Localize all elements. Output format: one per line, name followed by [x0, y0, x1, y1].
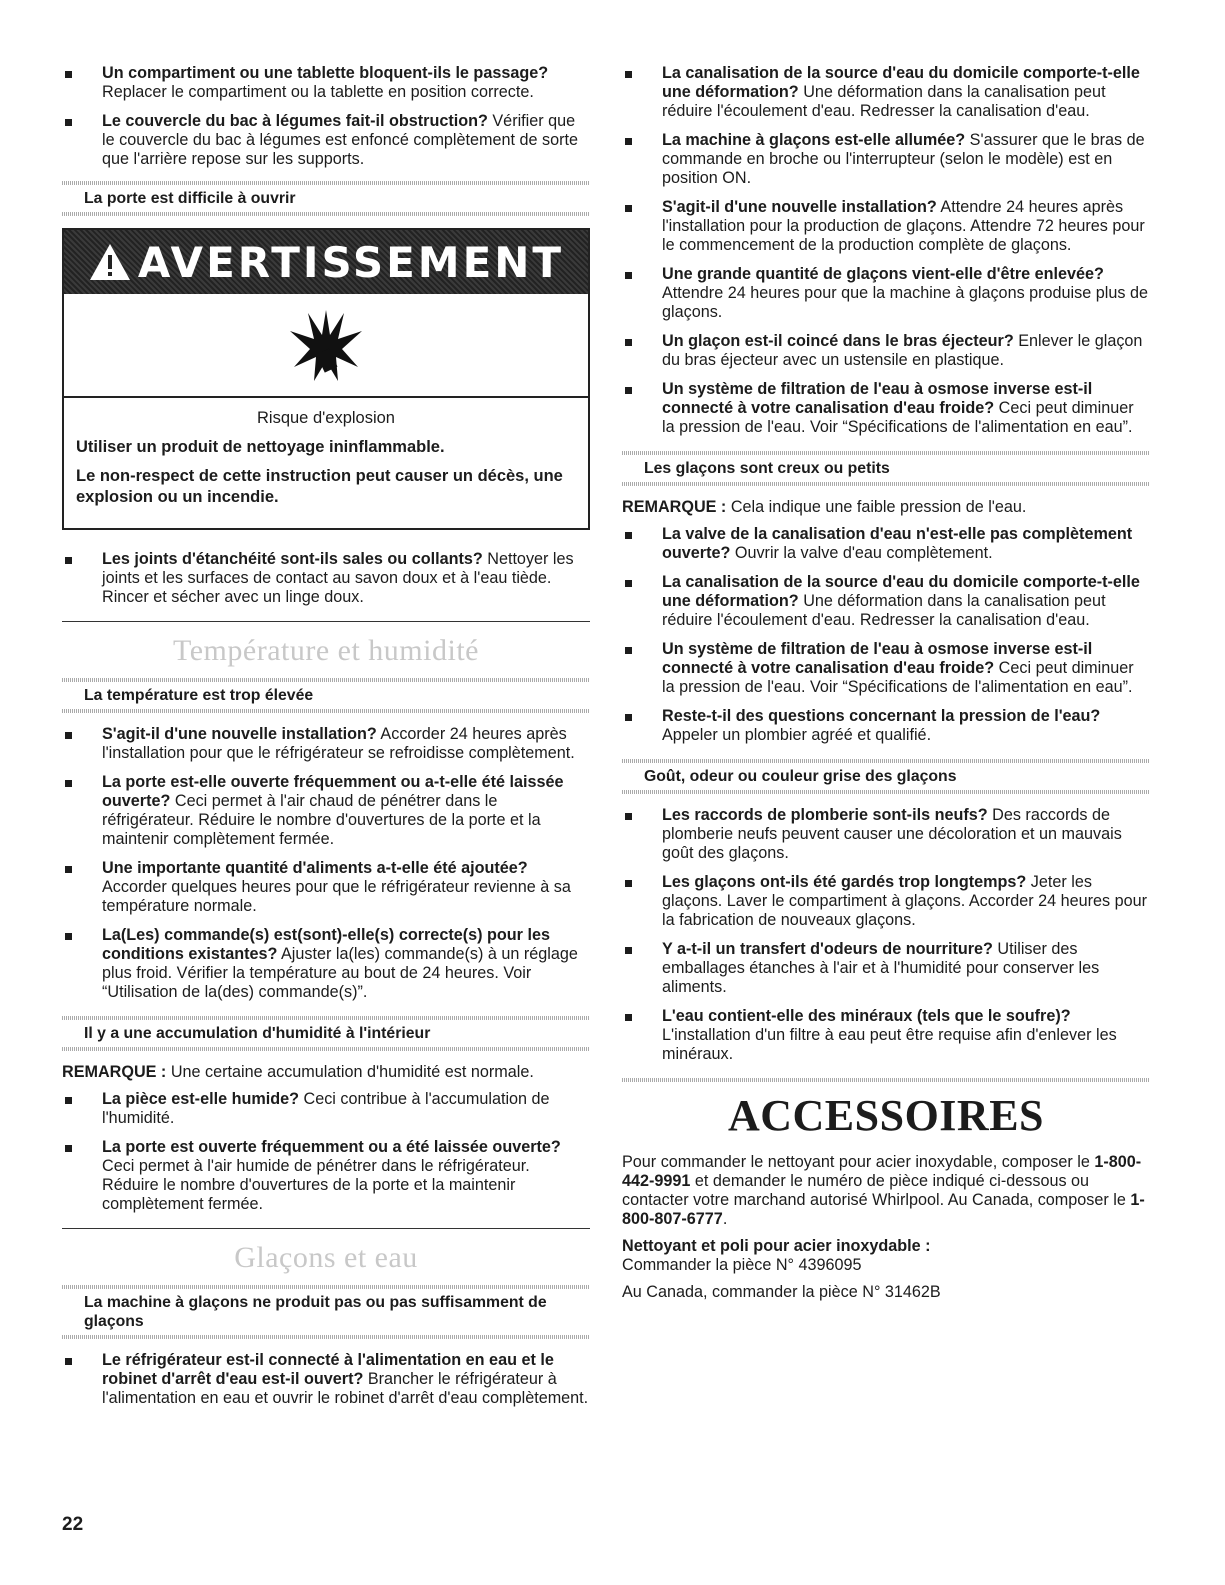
list-item: Les glaçons ont-ils été gardés trop longtemps? Jeter les glaçons. Laver le compartiment à glaçons. Accorder 24 heures pour la fabrication de nouveaux glaçons.	[622, 873, 1150, 930]
subheading-taste: Goût, odeur ou couleur grise des glaçons	[622, 759, 1150, 794]
list-item: Un système de filtration de l'eau à osmose inverse est-il connecté à votre canalisation d'eau froide? Ceci peut diminuer la pression de l'eau. Voir “Spécifications de l'alimentation en eau”.	[622, 640, 1150, 697]
list-item: Un compartiment ou une tablette bloquent-ils le passage? Replacer le compartiment ou la tablette en position correcte.	[62, 64, 590, 102]
warning-body	[64, 398, 588, 528]
right-column	[622, 64, 1150, 1310]
list-item: La porte est-elle ouverte fréquemment ou a-t-elle été laissée ouverte? Ceci permet à l'air chaud de pénétrer dans le réfrigérateur. Réduire le nombre d'ouvertures de la porte et la maintenir complètement fermée.	[62, 773, 590, 849]
list-item: S'agit-il d'une nouvelle installation? Attendre 24 heures après l'installation pour la production de glaçons. Attendre 72 heures pour le commencement de la production complète de glaçons.	[622, 198, 1150, 255]
left-column	[62, 64, 590, 1418]
list-item: S'agit-il d'une nouvelle installation? Accorder 24 heures après l'installation pour que le réfrigérateur se refroidisse complètement.	[62, 725, 590, 763]
list-item: Un glaçon est-il coincé dans le bras éjecteur? Enlever le glaçon du bras éjecteur avec un ustensile en plastique.	[622, 332, 1150, 370]
list-item: La canalisation de la source d'eau du domicile comporte-t-elle une déformation? Une déformation dans la canalisation peut réduire l'écoulement d'eau. Redresser la canalisation d'eau.	[622, 573, 1150, 630]
subheading-hollow: Les glaçons sont creux ou petits	[622, 451, 1150, 486]
list-item: La valve de la canalisation d'eau n'est-elle pas complètement ouverte? Ouvrir la valve d'eau complètement.	[622, 525, 1150, 563]
list-item: La(Les) commande(s) est(sont)-elle(s) correcte(s) pour les conditions existantes? Ajuster la(les) commande(s) à un réglage plus froid. Vérifier la température au bout de 24 heures. Voir “Utilisation de la(des) commande(s)”.	[62, 926, 590, 1002]
list-item: Le couvercle du bac à légumes fait-il obstruction? Vérifier que le couvercle du bac à légumes est enfoncé complètement de sorte que l'arrière repose sur les supports.	[62, 112, 590, 169]
warning-title: AVERTISSEMENT	[137, 237, 565, 287]
list-item: La canalisation de la source d'eau du domicile comporte-t-elle une déformation? Une déformation dans la canalisation peut réduire l'écoulement d'eau. Redresser la canalisation d'eau.	[622, 64, 1150, 121]
subheading-humidity: Il y a une accumulation d'humidité à l'intérieur	[62, 1016, 590, 1051]
list-item: Une importante quantité d'aliments a-t-elle été ajoutée? Accorder quelques heures pour que le réfrigérateur revienne à sa température normale.	[62, 859, 590, 916]
list-item: Le réfrigérateur est-il connecté à l'alimentation en eau et le robinet d'arrêt d'eau est-il ouvert? Brancher le réfrigérateur à l'alimentation en eau et ouvrir le robinet d'arrêt d'eau complètement.	[62, 1351, 590, 1408]
subheading-temperature: La température est trop élevée	[62, 678, 590, 713]
accessories-intro: Pour commander le nettoyant pour acier inoxydable, composer le 1-800-442-9991 et demander le numéro de pièce indiqué ci-dessous ou contacter votre marchand autorisé Whirlpool. Au Canada, composer le 1-800-807-6777.	[622, 1153, 1145, 1228]
list-item: La machine à glaçons est-elle allumée? S'assurer que le bras de commande en broche ou l'interrupteur (selon le modèle) est en position ON.	[622, 131, 1150, 188]
explosion-icon	[64, 294, 588, 398]
warning-triangle-icon	[88, 242, 132, 282]
section-title-temperature: Température et humidité	[62, 621, 590, 668]
list-item: Reste-t-il des questions concernant la pression de l'eau? Appeler un plombier agréé et qualifié.	[622, 707, 1150, 745]
list-item: L'eau contient-elle des minéraux (tels que le soufre)? L'installation d'un filtre à eau peut être requise afin d'enlever les minéraux.	[622, 1007, 1150, 1064]
list-item: Les joints d'étanchéité sont-ils sales ou collants? Nettoyer les joints et les surfaces de contact au savon doux et à l'eau tiède. Rincer et sécher avec un linge doux.	[62, 550, 590, 607]
accessories-product: Nettoyant et poli pour acier inoxydable :	[622, 1237, 931, 1255]
page-number: 22	[62, 1514, 84, 1535]
list-item: Les raccords de plomberie sont-ils neufs? Des raccords de plomberie neufs peuvent causer une décoloration et un mauvais goût des glaçons.	[622, 806, 1150, 863]
warning-header	[64, 230, 588, 294]
section-title-accessories: ACCESSOIRES	[622, 1078, 1150, 1141]
list-item: La pièce est-elle humide? Ceci contribue à l'accumulation de l'humidité.	[62, 1090, 590, 1128]
accessories-part-number: Commander la pièce N° 4396095	[622, 1256, 862, 1274]
note-humidity: REMARQUE : Une certaine accumulation d'humidité est normale.	[62, 1063, 534, 1081]
list-item: La porte est ouverte fréquemment ou a été laissée ouverte? Ceci permet à l'air humide de pénétrer dans le réfrigérateur. Réduire le nombre d'ouvertures de la porte et la maintenir complètement fermée.	[62, 1138, 590, 1214]
list-item: Une grande quantité de glaçons vient-elle d'être enlevée? Attendre 24 heures pour que la machine à glaçons produise plus de glaçons.	[622, 265, 1150, 322]
warning-risk: Risque d'explosion	[257, 409, 395, 427]
subheading-door: La porte est difficile à ouvrir	[62, 181, 590, 216]
list-item: Y a-t-il un transfert d'odeurs de nourriture? Utiliser des emballages étanches à l'air et à l'humidité pour conserver les aliments.	[622, 940, 1150, 997]
note-hollow: REMARQUE : Cela indique une faible pression de l'eau.	[622, 498, 1027, 516]
subheading-ice: La machine à glaçons ne produit pas ou pas suffisamment de glaçons	[62, 1285, 590, 1339]
list-item: Un système de filtration de l'eau à osmose inverse est-il connecté à votre canalisation d'eau froide? Ceci peut diminuer la pression de l'eau. Voir “Spécifications de l'alimentation en eau”.	[622, 380, 1150, 437]
accessories-part-number-canada: Au Canada, commander la pièce N° 31462B	[622, 1283, 941, 1301]
warning-line-2: Le non-respect de cette instruction peut causer un décès, une explosion ou un incendie.	[76, 467, 563, 506]
warning-line-1: Utiliser un produit de nettoyage ininflammable.	[76, 438, 445, 456]
section-title-ice: Glaçons et eau	[62, 1228, 590, 1275]
warning-box	[62, 228, 590, 530]
